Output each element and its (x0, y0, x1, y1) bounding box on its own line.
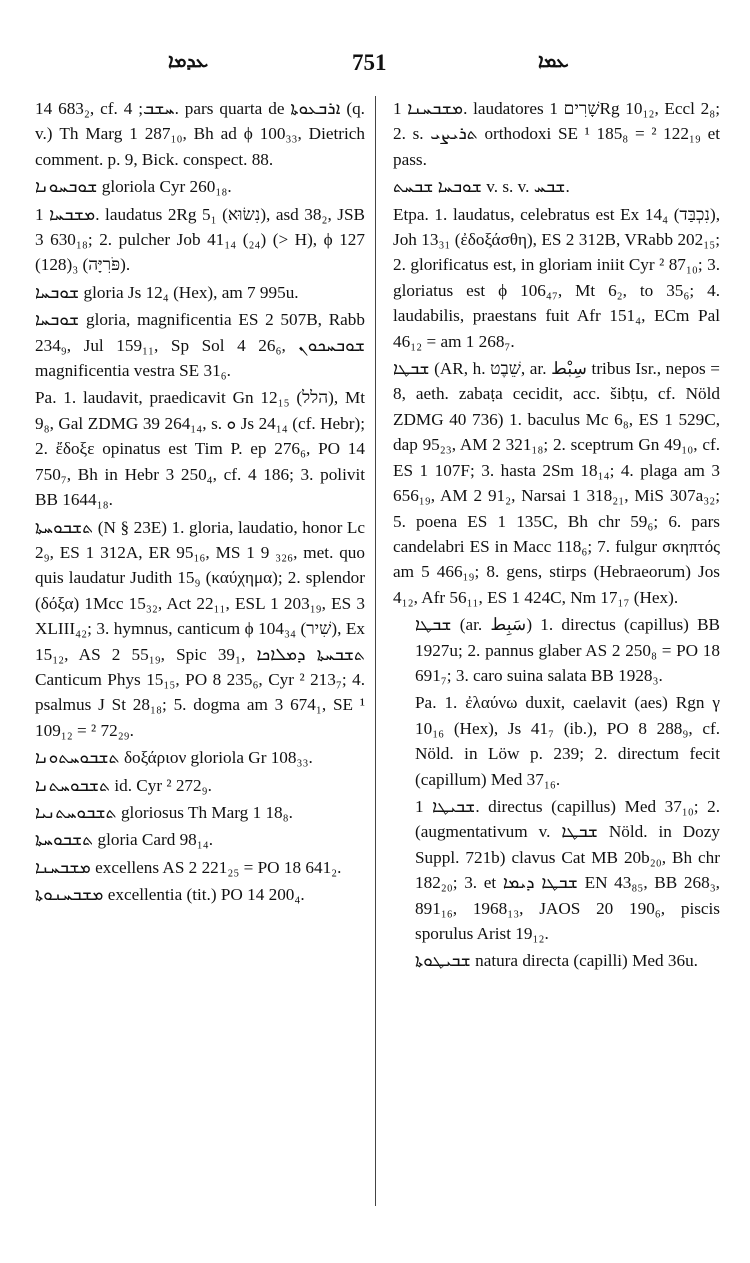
right-column (393, 96, 720, 976)
entry-excellens: ܡܫܒܚܢܐ excellens AS 2 221₂₅ = PO 18 641₂. (35, 857, 342, 877)
entry-gloria-card: ܬܫܒܘܚܬܐ gloria Card 98₁₄. (35, 830, 214, 850)
entry-shbita: ܫܒܝܛܐ 1. directus (capillus) Med 37₁₀; 2. (augmentativum v. ܫܒܛܐ Nöld. in Dozy Suppl. 721b) clavus Cat MB 20b₂₀, Bh chr 182₂₀; 3. et ܫܒܛܐ ܕܝܡܐ EN 43₈₅, BB 268₃, 891₁₆, 1968₁₃, JAOS 20 190₆, piscis sporulus Arist 19₁₂. (415, 796, 720, 943)
entry-gloria-magnificentia: ܫܘܒܚܐ gloria, magnificentia ES 2 507B, Rabb 234₉, Jul 159₁₁, Sp Sol 4 26₆, ܫܘܒܚܟܘܢ magnificentia vestra SE 31₆. (35, 310, 365, 381)
entry-doxarion: ܬܫܒܘܚܬܘܢܐ δοξάριον gloriola Gr 108₃₃. (35, 748, 313, 768)
left-column (35, 96, 365, 910)
running-head-left: ܥܕܡܐ (168, 50, 209, 72)
entry-natura-directa: ܫܒܝܛܘܬܐ natura directa (capilli) Med 36u. (415, 951, 698, 971)
entry-shebta: ܫܒܛܐ (AR, h. שֵׁבֶט, ar. سِبْط tribus Isr., nepos = 8, aeth. zabaṭa cecidit, acc. šibṭu, cf. Nöld ZDMG 40 736) 1. baculus Mc 6₈, ES 1 529C, dap 95₂₃, AM 2 321₁₈; 2. sceptrum Gn 49₁₀, cf. ES 1 107F; 3. hasta 2Sm 18₁₄; 4. plaga am 3 656₁₉, AM 2 91₂, Narsai 1 318₂₁, MiS 307a₃₂; 5. poena ES 1 135C, Bh chr 59₆; 6. pars candelabri ES in Macc 118₆; 7. fulgur σκηπτός am 5 466₁₉; 8. gens, stirps (Hebraeorum) Jos 4₁₂, Afr 56₁₁, ES 1 424C, Nm 17₁₇ (Hex). (393, 359, 720, 607)
entry-directus: ܫܒܛܐ (ar. سَبِط) 1. directus (capillus) BB 1927u; 2. pannus glaber AS 2 250₈ = PO 18 691₇; 3. caro suina salata BB 1928₃. (415, 615, 720, 685)
entry-gloriosus: ܬܫܒܘܚܬܢܝܐ gloriosus Th Marg 1 18₈. (35, 802, 293, 822)
entry-gloria-hex: ܫܘܒܚܐ gloria Js 12₄ (Hex), am 7 995u. (35, 282, 299, 302)
column-divider (375, 96, 376, 1206)
entry-id-cyr: ܬܫܒܘܚܬܢܐ id. Cyr ² 272₉. (35, 775, 212, 795)
entry-pa-laudavit: Pa. 1. laudavit, praedicavit Gn 12₁₅ (הלל), Mt 9₈, Gal ZDMG 39 264₁₄, s. ܘ Js 24₁₄ (cf. Hebr); 2. ἔδοξε opinatus est Tim P. ep 276₆, PO 14 750₇, Bh in Hebr 3 250₄, cf. 4 186; 3. polivit BB 1644₁₈. (35, 388, 365, 510)
entry-gloriola: ܫܘܒܚܘܢܐ gloriola Cyr 260₁₈. (35, 177, 232, 197)
running-head-right: ܥܡܐ (538, 50, 569, 72)
entry-continuation: 14 683₂, cf. ܚܫܒ; 4. pars quarta de ܐܪܒܥܘܬܐ (q. v.) Th Marg 1 287₁₀, Bh ad ϕ 100₃₃, Dietrich comment. p. 9, Bick. conspect. 88. (35, 99, 365, 169)
entry-cross-ref: ܫܘܒܚܐ ܫܒܚܬ v. s. v. ܫܒܚ. (393, 177, 570, 197)
entry-etpa: Etpa. 1. laudatus, celebratus est Ex 14₄ (נִכְבַּד), Joh 13₃₁ (ἐδοξάσθη), ES 2 312B, VRabb 202₁₅; 2. glorificatus est, in gloriam iniit Cyr ² 87₁₀; 3. gloriatus est ϕ 106₄₇, Mt 6₂, to 35₆; 4. laudabilis, praestans fuit Afr 151₄, ECm Pal 46₁₂ = am 1 268₇. (393, 204, 720, 351)
entry-laudatus: ܡܫܒܚܐ 1. laudatus 2Rg 5₁ (נִשׂוּא), asd 38₂, JSB 3 630₁₈; 2. pulcher Job 41₁₄ (₂₄) (> H), ϕ 127 (128)₃ (פֹּרִיָּה). (35, 204, 365, 275)
entry-excellentia: ܡܫܒܚܢܘܬܐ excellentia (tit.) PO 14 200₄. (35, 885, 305, 905)
entry-pa-duxit: Pa. 1. ἐλαύνω duxit, caelavit (aes) Rgn γ 10₁₆ (Hex), Js 41₇ (ib.), PO 8 288₉, cf. Nöld. in Löw p. 239; 2. directum fecit (capillum) Med 37₁₆. (415, 693, 720, 789)
entry-tashbuhta: ܬܫܒܘܚܬܐ (N § 23E) 1. gloria, laudatio, honor Lc 2₉, ES 1 312A, ER 95₁₆, MS 1 9 ₃₂₆, met. quo quis laudatur Judith 15₉ (καύχημα); 2. splendor (δόξα) 1Mcc 15₃₂, Act 22₁₁, ESL 1 203₁₉, ES 3 XLIII₄₂; 3. hymnus, canticum ϕ 104₃₄ (שִׁיר), Ex 15₁₂, AS 2 55₁₉, Spic 39₁, ܬܫܒܚܬܐ ܕܡܠܐܟܐ Canticum Phys 15₁₅, PO 8 235₆, Cyr ² 213₇; 4. psalmus J St 28₁₈; 5. dogma am 3 674₁, SE ¹ 109₁₂ = ² 72₂₉. (35, 517, 365, 740)
page-number: 751 (352, 50, 387, 75)
entry-laudatores: ܡܫܒܚܢܐ 1. laudatores שָׁרִים 1Rg 10₁₂, Eccl 2₈; 2. s. ܬܪܝܨܝ orthodoxi SE ¹ 185₈ = ² 122₁₉ et pass. (393, 99, 720, 169)
